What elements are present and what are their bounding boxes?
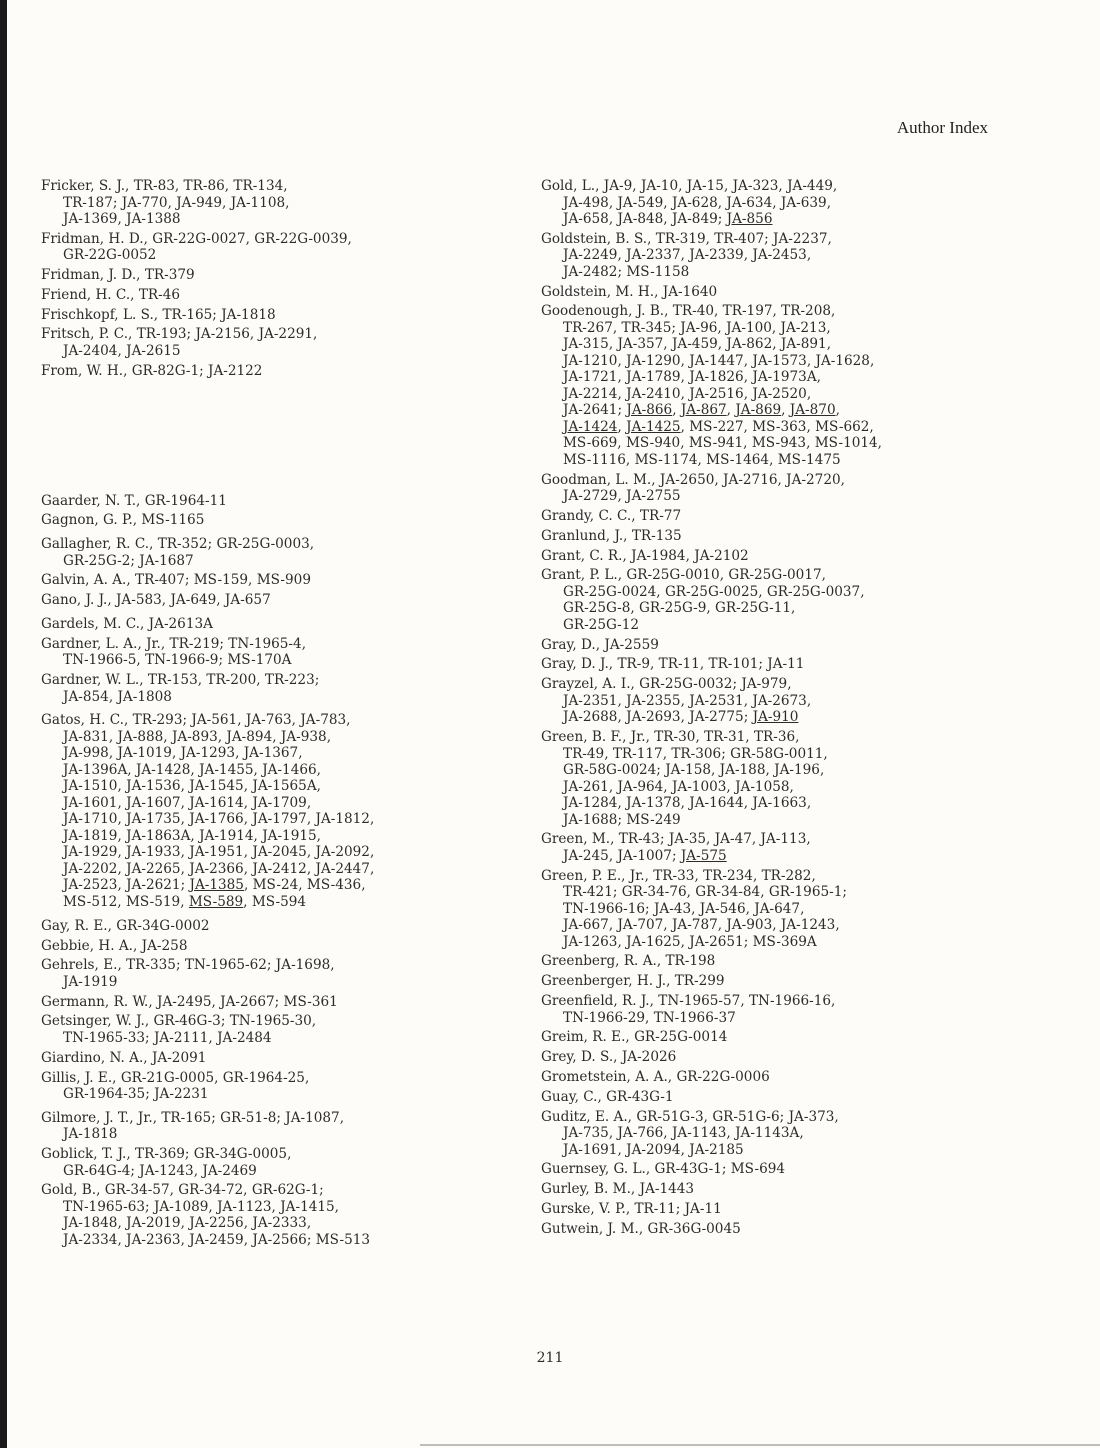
entry-line: Grant, P. L., GR-25G-0010, GR-25G-0017, (541, 567, 826, 584)
underlined-reference: JA-866 (626, 402, 673, 419)
entry-line: Friend, H. C., TR-46 (41, 286, 181, 303)
index-entry (41, 231, 511, 264)
entry-continuation-line: JA-854, JA-1808 (63, 688, 172, 705)
index-entry (541, 528, 1011, 545)
entry-continuation-line: TN-1966-16; JA-43, JA-546, JA-647, (563, 900, 805, 917)
entry-line: Giardino, N. A., JA-2091 (41, 1049, 207, 1066)
entry-continuation-line: JA-1929, JA-1933, JA-1951, JA-2045, JA-2092, (63, 844, 375, 861)
entry-continuation-line: GR-22G-0052 (63, 247, 157, 264)
entry-continuation-line: JA-2249, JA-2337, JA-2339, JA-2453, (563, 247, 812, 264)
underlined-reference: JA-856 (726, 211, 773, 227)
entry-line: Green, B. F., Jr., TR-30, TR-31, TR-36, (541, 729, 800, 746)
index-entry (41, 1070, 511, 1103)
index-entry (41, 1050, 511, 1067)
entry-continuation-line: JA-1210, JA-1290, JA-1447, JA-1573, JA-1628, (563, 352, 875, 369)
entry-continuation-line: JA-658, JA-848, JA-849; JA-856 (563, 211, 773, 227)
entry-line: Green, M., TR-43; JA-35, JA-47, JA-113, (541, 831, 811, 848)
index-entry (41, 326, 511, 359)
entry-line: Gardels, M. C., JA-2613A (41, 616, 213, 633)
entry-line: Gurley, B. M., JA-1443 (541, 1181, 695, 1198)
entry-line: Gurske, V. P., TR-11; JA-11 (541, 1200, 722, 1217)
index-entry (41, 592, 511, 609)
index-entry (541, 1181, 1011, 1198)
index-entry (541, 993, 1011, 1026)
index-entry (41, 178, 511, 228)
entry-line: Goblick, T. J., TR-369; GR-34G-0005, (41, 1146, 292, 1163)
entry-continuation-line: MS-512, MS-519, MS-589, MS-594 (63, 893, 307, 910)
entry-line: Guditz, E. A., GR-51G-3, GR-51G-6; JA-373, (541, 1108, 839, 1125)
index-entry (41, 1182, 511, 1248)
index-entry (541, 472, 1011, 505)
index-entry (541, 973, 1011, 990)
index-entry (41, 512, 511, 529)
index-entry (541, 868, 1011, 951)
index-entry (541, 1029, 1011, 1046)
index-entry (541, 178, 1011, 228)
entry-line: Getsinger, W. J., GR-46G-3; TN-1965-30, (41, 1013, 317, 1030)
entry-continuation-line: JA-1369, JA-1388 (63, 211, 181, 227)
entry-line: Goodman, L. M., JA-2650, JA-2716, JA-2720, (541, 471, 845, 488)
index-entry (41, 918, 511, 935)
entry-continuation-line: JA-2482; MS-1158 (563, 263, 690, 280)
index-entry (541, 729, 1011, 828)
entry-continuation-line: JA-1263, JA-1625, JA-2651; MS-369A (563, 933, 817, 950)
index-entry (541, 1109, 1011, 1159)
index-entry (41, 572, 511, 589)
entry-line: Gatos, H. C., TR-293; JA-561, JA-763, JA-783, (41, 712, 351, 729)
index-entry (41, 712, 511, 910)
entry-line: Green, P. E., Jr., TR-33, TR-234, TR-282, (541, 867, 816, 884)
index-entry (541, 1161, 1011, 1178)
index-entry (541, 1089, 1011, 1106)
entry-line: Gold, L., JA-9, JA-10, JA-15, JA-323, JA-449, (541, 178, 838, 194)
underlined-reference: JA-575 (680, 847, 727, 864)
entry-line: Fritsch, P. C., TR-193; JA-2156, JA-2291, (41, 326, 318, 343)
entry-continuation-line: JA-1688; MS-249 (563, 811, 681, 828)
entry-continuation-line: JA-831, JA-888, JA-893, JA-894, JA-938, (63, 728, 332, 745)
entry-continuation-line: GR-25G-2; JA-1687 (63, 552, 194, 569)
entry-continuation-line: JA-2523, JA-2621; JA-1385, MS-24, MS-436, (63, 877, 366, 894)
index-entry (541, 637, 1011, 654)
entry-continuation-line: JA-1510, JA-1536, JA-1545, JA-1565A, (63, 778, 321, 795)
entry-continuation-line: JA-1601, JA-1607, JA-1614, JA-1709, (63, 794, 312, 811)
running-header: Author Index (896, 118, 988, 137)
index-entry (41, 616, 511, 633)
index-entry (541, 231, 1011, 281)
entry-line: Gutwein, J. M., GR-36G-0045 (541, 1220, 741, 1237)
index-entry (41, 307, 511, 324)
binding-edge (0, 0, 7, 1448)
entry-continuation-line: TR-267, TR-345; JA-96, JA-100, JA-213, (563, 319, 831, 336)
index-entry (541, 831, 1011, 864)
page-number: 211 (536, 1350, 564, 1366)
index-entry (41, 938, 511, 955)
entry-line: Gray, D. J., TR-9, TR-11, TR-101; JA-11 (541, 656, 805, 673)
entry-continuation-line: GR-1964-35; JA-2231 (63, 1086, 209, 1103)
entry-continuation-line: JA-1848, JA-2019, JA-2256, JA-2333, (63, 1215, 312, 1232)
entry-continuation-line: JA-2202, JA-2265, JA-2366, JA-2412, JA-2447, (63, 860, 375, 877)
entry-continuation-line: JA-998, JA-1019, JA-1293, JA-1367, (63, 745, 303, 762)
entry-continuation-line: GR-64G-4; JA-1243, JA-2469 (63, 1162, 257, 1179)
index-entry (541, 548, 1011, 565)
entry-continuation-line: TR-421; GR-34-76, GR-34-84, GR-1965-1; (563, 884, 847, 901)
index-entry (541, 676, 1011, 726)
entry-line: Frischkopf, L. S., TR-165; JA-1818 (41, 306, 276, 323)
entry-continuation-line: TN-1965-33; JA-2111, JA-2484 (63, 1029, 272, 1046)
entry-continuation-line: JA-735, JA-766, JA-1143, JA-1143A, (563, 1125, 804, 1142)
entry-continuation-line: GR-25G-12 (563, 616, 639, 633)
entry-continuation-line: JA-1710, JA-1735, JA-1766, JA-1797, JA-1812, (63, 811, 375, 828)
index-entry (541, 567, 1011, 633)
entry-continuation-line: JA-2334, JA-2363, JA-2459, JA-2566; MS-513 (63, 1231, 371, 1248)
entry-continuation-line: JA-245, JA-1007; JA-575 (563, 847, 727, 864)
entry-continuation-line: GR-25G-0024, GR-25G-0025, GR-25G-0037, (563, 583, 865, 600)
entry-line: Goodenough, J. B., TR-40, TR-197, TR-208, (541, 303, 836, 320)
index-entry (541, 953, 1011, 970)
index-entry (541, 1049, 1011, 1066)
entry-continuation-line: JA-1919 (63, 973, 118, 990)
entry-line: Fricker, S. J., TR-83, TR-86, TR-134, (41, 178, 288, 194)
underlined-reference: JA-867 (680, 402, 727, 419)
entry-line: Gardner, W. L., TR-153, TR-200, TR-223; (41, 672, 320, 689)
entry-line: From, W. H., GR-82G-1; JA-2122 (41, 362, 263, 379)
underlined-reference: JA-1424 (563, 418, 618, 435)
entry-line: Goldstein, M. H., JA-1640 (541, 283, 718, 300)
entry-line: Gay, R. E., GR-34G-0002 (41, 917, 210, 934)
entry-line: Granlund, J., TR-135 (541, 527, 682, 544)
entry-line: Greenberg, R. A., TR-198 (541, 953, 716, 970)
entry-continuation-line: TN-1966-5, TN-1966-9; MS-170A (63, 652, 292, 669)
underlined-reference: JA-1425 (626, 418, 681, 435)
index-entry (541, 1069, 1011, 1086)
entry-line: Goldstein, B. S., TR-319, TR-407; JA-2237, (541, 230, 832, 247)
entry-continuation-line: MS-1116, MS-1174, MS-1464, MS-1475 (563, 451, 841, 468)
entry-continuation-line: MS-669, MS-940, MS-941, MS-943, MS-1014, (563, 435, 882, 452)
index-entry (41, 287, 511, 304)
index-entry (41, 957, 511, 990)
index-entry (541, 1201, 1011, 1218)
entry-line: Grandy, C. C., TR-77 (541, 507, 682, 524)
index-entry (41, 672, 511, 705)
entry-line: Grey, D. S., JA-2026 (541, 1049, 677, 1066)
entry-line: Gallagher, R. C., TR-352; GR-25G-0003, (41, 536, 315, 553)
entry-continuation-line: TR-187; JA-770, JA-949, JA-1108, (63, 194, 290, 211)
entry-line: Gold, B., GR-34-57, GR-34-72, GR-62G-1; (41, 1182, 324, 1199)
entry-continuation-line: JA-667, JA-707, JA-787, JA-903, JA-1243, (563, 917, 840, 934)
entry-line: Gray, D., JA-2559 (541, 636, 659, 653)
index-entry (41, 994, 511, 1011)
entry-line: Fridman, H. D., GR-22G-0027, GR-22G-0039, (41, 230, 352, 247)
entry-line: Gehrels, E., TR-335; TN-1965-62; JA-1698, (41, 957, 335, 974)
entry-line: Gilmore, J. T., Jr., TR-165; GR-51-8; JA-1087, (41, 1109, 345, 1126)
index-entry (41, 493, 511, 510)
entry-continuation-line: JA-1819, JA-1863A, JA-1914, JA-1915, (63, 827, 321, 844)
entry-line: Grant, C. R., JA-1984, JA-2102 (541, 547, 749, 564)
entry-continuation-line: JA-1818 (63, 1126, 118, 1143)
entry-continuation-line: JA-1721, JA-1789, JA-1826, JA-1973A, (563, 369, 821, 386)
index-entry (41, 363, 511, 380)
index-entry (41, 536, 511, 569)
entry-line: Gillis, J. E., GR-21G-0005, GR-1964-25, (41, 1069, 310, 1086)
entry-continuation-line: JA-1691, JA-2094, JA-2185 (563, 1141, 744, 1158)
underlined-reference: MS-589 (188, 893, 244, 910)
index-column-right (541, 178, 1011, 1241)
entry-line: Germann, R. W., JA-2495, JA-2667; MS-361 (41, 993, 338, 1010)
entry-continuation-line: JA-2351, JA-2355, JA-2531, JA-2673, (563, 692, 812, 709)
entry-line: Grayzel, A. I., GR-25G-0032; JA-979, (541, 676, 792, 693)
index-entry (541, 284, 1011, 301)
entry-continuation-line: JA-1396A, JA-1428, JA-1455, JA-1466, (63, 761, 321, 778)
entry-continuation-line: TN-1965-63; JA-1089, JA-1123, JA-1415, (63, 1198, 339, 1215)
entry-continuation-line: JA-2214, JA-2410, JA-2516, JA-2520, (563, 385, 812, 402)
entry-line: Gebbie, H. A., JA-258 (41, 937, 188, 954)
index-entry (541, 303, 1011, 468)
index-entry (541, 1221, 1011, 1238)
entry-line: Fridman, J. D., TR-379 (41, 267, 195, 284)
index-entry (41, 267, 511, 284)
entry-line: Gardner, L. A., Jr., TR-219; TN-1965-4, (41, 635, 307, 652)
index-entry (41, 1013, 511, 1046)
index-entry (541, 508, 1011, 525)
underlined-reference: JA-1385 (189, 877, 244, 894)
entry-continuation-line: GR-25G-8, GR-25G-9, GR-25G-11, (563, 600, 796, 617)
entry-continuation-line: JA-261, JA-964, JA-1003, JA-1058, (563, 778, 794, 795)
entry-line: Greenfield, R. J., TN-1965-57, TN-1966-16, (541, 993, 836, 1010)
entry-continuation-line: GR-58G-0024; JA-158, JA-188, JA-196, (563, 762, 825, 779)
index-entry (541, 656, 1011, 673)
entry-line: Gagnon, G. P., MS-1165 (41, 512, 205, 529)
entry-line: Gaarder, N. T., GR-1964-11 (41, 492, 227, 509)
entry-line: Greenberger, H. J., TR-299 (541, 973, 725, 990)
index-entry (41, 1146, 511, 1179)
entry-line: Guernsey, G. L., GR-43G-1; MS-694 (541, 1161, 786, 1178)
entry-continuation-line: TR-49, TR-117, TR-306; GR-58G-0011, (563, 745, 828, 762)
underlined-reference: JA-869 (735, 402, 782, 419)
entry-line: Gano, J. J., JA-583, JA-649, JA-657 (41, 592, 271, 609)
entry-continuation-line: TN-1966-29, TN-1966-37 (563, 1009, 736, 1026)
entry-continuation-line: JA-2641; JA-866, JA-867, JA-869, JA-870, (563, 402, 840, 419)
underlined-reference: JA-910 (752, 709, 799, 726)
page-edge-rule (420, 1444, 1100, 1446)
entry-line: Galvin, A. A., TR-407; MS-159, MS-909 (41, 572, 311, 589)
entry-line: Guay, C., GR-43G-1 (541, 1088, 674, 1105)
index-entry (41, 636, 511, 669)
index-column-left (41, 178, 511, 1252)
entry-continuation-line: JA-498, JA-549, JA-628, JA-634, JA-639, (563, 194, 832, 211)
entry-line: Greim, R. E., GR-25G-0014 (541, 1029, 728, 1046)
entry-continuation-line: JA-315, JA-357, JA-459, JA-862, JA-891, (563, 336, 832, 353)
entry-continuation-line: JA-1284, JA-1378, JA-1644, JA-1663, (563, 795, 812, 812)
entry-line: Grometstein, A. A., GR-22G-0006 (541, 1068, 770, 1085)
entry-continuation-line: JA-2729, JA-2755 (563, 488, 681, 505)
index-entry (41, 1110, 511, 1143)
entry-continuation-line: JA-1424, JA-1425, MS-227, MS-363, MS-662, (563, 418, 874, 435)
entry-continuation-line: JA-2688, JA-2693, JA-2775; JA-910 (563, 709, 799, 726)
underlined-reference: JA-870 (789, 402, 836, 419)
entry-continuation-line: JA-2404, JA-2615 (63, 342, 181, 359)
